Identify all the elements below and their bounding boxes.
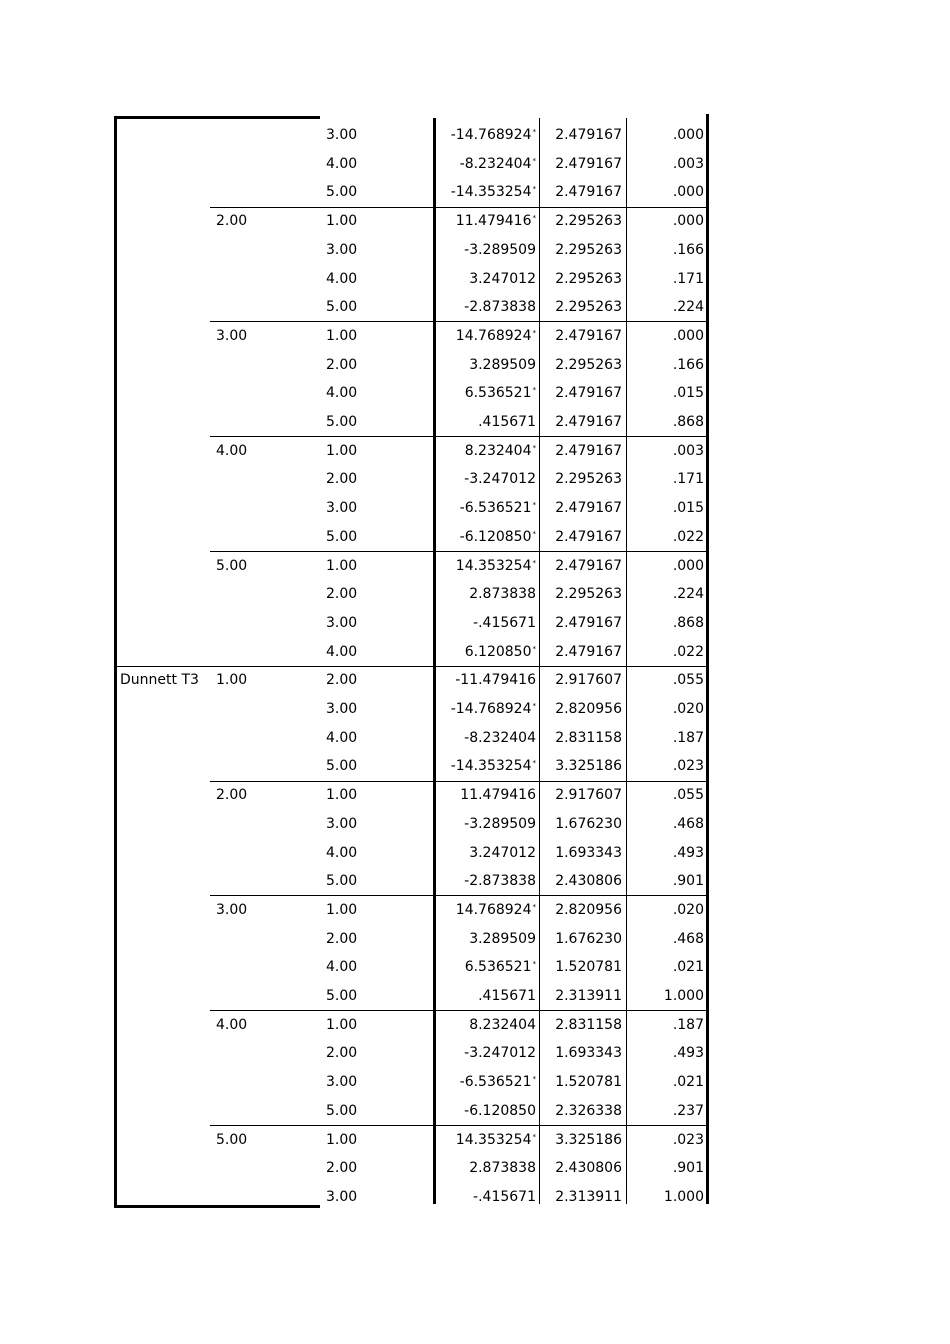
significance-marker: * — [532, 501, 536, 509]
table-bottom-border — [114, 1205, 320, 1208]
group-i-label: 2.00 — [216, 213, 248, 229]
value-row-separator — [435, 781, 708, 782]
block-separator — [210, 207, 435, 208]
group-j-cell: 3.00 — [326, 500, 358, 516]
value-row-separator — [435, 551, 708, 552]
std-error-cell: 2.295263 — [555, 357, 622, 373]
block-separator — [210, 321, 435, 322]
significance-marker: * — [532, 214, 536, 222]
std-error-cell: 3.325186 — [555, 1132, 622, 1148]
mean-difference-cell: 6.536521* — [464, 385, 536, 401]
mean-difference-cell: -6.120850 — [464, 1103, 536, 1119]
value-row-separator — [435, 895, 708, 896]
sig-cell: .000 — [672, 184, 704, 200]
mean-difference-cell: -14.768924* — [450, 127, 536, 143]
mean-difference-cell: 3.289509 — [469, 931, 536, 947]
mean-difference-cell: -14.768924* — [450, 701, 536, 717]
std-error-cell: 2.295263 — [555, 299, 622, 315]
sig-cell: .003 — [672, 156, 704, 172]
group-j-cell: 1.00 — [326, 1132, 358, 1148]
sig-cell: .901 — [672, 873, 704, 889]
std-error-cell: 1.693343 — [555, 1045, 622, 1061]
mean-difference-cell: -3.289509 — [464, 242, 536, 258]
significance-marker: * — [532, 645, 536, 653]
sig-cell: .468 — [672, 816, 704, 832]
std-error-cell: 2.479167 — [555, 615, 622, 631]
group-j-cell: 1.00 — [326, 213, 358, 229]
mean-difference-cell: -14.353254* — [450, 758, 536, 774]
sig-cell: 1.000 — [663, 988, 704, 1004]
std-error-cell: 2.430806 — [555, 1160, 622, 1176]
sig-cell: .000 — [672, 558, 704, 574]
group-i-label: 3.00 — [216, 328, 248, 344]
sig-cell: .187 — [672, 730, 704, 746]
sig-cell: .166 — [672, 242, 704, 258]
mean-difference-cell: -3.247012 — [464, 1045, 536, 1061]
sig-cell: .000 — [672, 328, 704, 344]
mean-difference-cell: .415671 — [478, 414, 536, 430]
std-error-cell: 2.479167 — [555, 529, 622, 545]
sig-cell: .868 — [672, 615, 704, 631]
group-j-cell: 1.00 — [326, 328, 358, 344]
std-error-cell: 2.479167 — [555, 644, 622, 660]
significance-marker: * — [532, 702, 536, 710]
significance-marker: * — [532, 1133, 536, 1141]
group-j-cell: 2.00 — [326, 672, 358, 688]
group-j-cell: 4.00 — [326, 156, 358, 172]
mean-difference-cell: -14.353254* — [450, 184, 536, 200]
group-j-cell: 1.00 — [326, 1017, 358, 1033]
std-error-cell: 2.479167 — [555, 385, 622, 401]
std-error-cell: 2.479167 — [555, 414, 622, 430]
block-separator — [210, 1010, 435, 1011]
mean-difference-cell: -6.536521* — [459, 1074, 536, 1090]
std-error-cell: 2.479167 — [555, 558, 622, 574]
mean-difference-cell: 14.353254* — [455, 1132, 536, 1148]
mean-difference-cell: 14.353254* — [455, 558, 536, 574]
mean-difference-cell: 14.768924* — [455, 328, 536, 344]
mean-difference-cell: -6.536521* — [459, 500, 536, 516]
group-j-cell: 3.00 — [326, 701, 358, 717]
group-j-cell: 2.00 — [326, 471, 358, 487]
sig-cell: .015 — [672, 500, 704, 516]
group-j-cell: 5.00 — [326, 299, 358, 315]
mean-difference-cell: -2.873838 — [464, 299, 536, 315]
group-j-cell: 5.00 — [326, 873, 358, 889]
std-error-cell: 2.831158 — [555, 730, 622, 746]
sig-cell: .020 — [672, 701, 704, 717]
value-row-separator — [435, 436, 708, 437]
table-right-border — [706, 114, 709, 1204]
std-error-cell: 1.520781 — [555, 1074, 622, 1090]
table-left-border — [114, 116, 117, 1208]
significance-marker: * — [532, 444, 536, 452]
mean-difference-cell: -3.289509 — [464, 816, 536, 832]
sig-cell: .224 — [672, 299, 704, 315]
sig-cell: .187 — [672, 1017, 704, 1033]
value-row-separator — [435, 1010, 708, 1011]
group-j-cell: 2.00 — [326, 1160, 358, 1176]
sig-cell: .020 — [672, 902, 704, 918]
sig-cell: .021 — [672, 1074, 704, 1090]
group-j-cell: 1.00 — [326, 902, 358, 918]
mean-difference-cell: 3.247012 — [469, 271, 536, 287]
group-i-label: 4.00 — [216, 443, 248, 459]
sig-cell: .468 — [672, 931, 704, 947]
mean-difference-cell: -.415671 — [473, 615, 536, 631]
group-j-cell: 2.00 — [326, 357, 358, 373]
group-j-cell: 4.00 — [326, 730, 358, 746]
mean-difference-cell: -2.873838 — [464, 873, 536, 889]
mean-difference-cell: 3.247012 — [469, 845, 536, 861]
mean-difference-cell: -8.232404* — [459, 156, 536, 172]
block-separator — [210, 436, 435, 437]
group-j-cell: 2.00 — [326, 931, 358, 947]
significance-marker: * — [532, 185, 536, 193]
significance-marker: * — [532, 157, 536, 165]
std-error-cell: 2.295263 — [555, 213, 622, 229]
std-error-cell: 2.295263 — [555, 271, 622, 287]
mean-difference-cell: 2.873838 — [469, 586, 536, 602]
std-error-cell: 1.693343 — [555, 845, 622, 861]
group-j-cell: 4.00 — [326, 845, 358, 861]
group-j-cell: 5.00 — [326, 988, 358, 1004]
std-error-cell: 2.479167 — [555, 443, 622, 459]
mean-difference-cell: -11.479416 — [455, 672, 536, 688]
significance-marker: * — [532, 1075, 536, 1083]
mean-difference-cell: .415671 — [478, 988, 536, 1004]
group-j-cell: 4.00 — [326, 959, 358, 975]
table-top-border — [114, 116, 320, 119]
group-j-cell: 1.00 — [326, 558, 358, 574]
std-error-cell: 2.479167 — [555, 156, 622, 172]
significance-marker: * — [532, 128, 536, 136]
group-j-cell: 3.00 — [326, 127, 358, 143]
sig-cell: .171 — [672, 471, 704, 487]
group-j-cell: 4.00 — [326, 385, 358, 401]
sig-cell: .901 — [672, 1160, 704, 1176]
std-error-cell: 2.479167 — [555, 184, 622, 200]
sig-cell: .000 — [672, 127, 704, 143]
std-error-cell: 2.820956 — [555, 701, 622, 717]
group-j-cell: 5.00 — [326, 1103, 358, 1119]
mean-difference-cell: 14.768924* — [455, 902, 536, 918]
mean-difference-cell: 8.232404 — [469, 1017, 536, 1033]
sig-cell: .003 — [672, 443, 704, 459]
group-j-cell: 4.00 — [326, 271, 358, 287]
std-error-cell: 1.520781 — [555, 959, 622, 975]
sig-cell: .023 — [672, 1132, 704, 1148]
value-row-separator — [435, 207, 708, 208]
group-j-cell: 5.00 — [326, 414, 358, 430]
group-j-cell: 3.00 — [326, 242, 358, 258]
std-error-cell: 2.295263 — [555, 471, 622, 487]
group-i-label: 1.00 — [216, 672, 248, 688]
mean-difference-cell: 6.536521* — [464, 959, 536, 975]
significance-marker: * — [532, 530, 536, 538]
sig-cell: .055 — [672, 787, 704, 803]
group-j-cell: 5.00 — [326, 184, 358, 200]
value-row-separator — [435, 1125, 708, 1126]
group-j-cell: 1.00 — [326, 787, 358, 803]
group-i-label: 4.00 — [216, 1017, 248, 1033]
group-j-cell: 2.00 — [326, 586, 358, 602]
std-error-cell: 2.831158 — [555, 1017, 622, 1033]
group-j-cell: 4.00 — [326, 644, 358, 660]
sig-cell: .023 — [672, 758, 704, 774]
sig-cell: .022 — [672, 529, 704, 545]
std-error-cell: 1.676230 — [555, 931, 622, 947]
block-separator — [210, 781, 435, 782]
sig-cell: .166 — [672, 357, 704, 373]
sig-cell: .868 — [672, 414, 704, 430]
std-error-cell: 3.325186 — [555, 758, 622, 774]
significance-marker: * — [532, 903, 536, 911]
group-j-cell: 1.00 — [326, 443, 358, 459]
mean-difference-cell: -6.120850* — [459, 529, 536, 545]
significance-marker: * — [532, 329, 536, 337]
sig-cell: .021 — [672, 959, 704, 975]
mean-difference-cell: 11.479416 — [460, 787, 536, 803]
value-row-separator — [435, 321, 708, 322]
significance-marker: * — [532, 559, 536, 567]
sig-cell: .055 — [672, 672, 704, 688]
sig-cell: .171 — [672, 271, 704, 287]
std-error-cell: 2.295263 — [555, 586, 622, 602]
group-i-label: 3.00 — [216, 902, 248, 918]
mean-difference-cell: -8.232404 — [464, 730, 536, 746]
group-j-cell: 3.00 — [326, 1189, 358, 1205]
sig-cell: .237 — [672, 1103, 704, 1119]
significance-marker: * — [532, 759, 536, 767]
mean-difference-cell: -3.247012 — [464, 471, 536, 487]
group-separator — [114, 666, 435, 667]
mean-difference-cell: 3.289509 — [469, 357, 536, 373]
group-j-cell: 3.00 — [326, 615, 358, 631]
std-error-cell: 2.479167 — [555, 328, 622, 344]
std-error-cell: 2.313911 — [555, 1189, 622, 1205]
sig-cell: 1.000 — [663, 1189, 704, 1205]
group-i-label: 5.00 — [216, 1132, 248, 1148]
significance-marker: * — [532, 960, 536, 968]
std-error-cell: 2.820956 — [555, 902, 622, 918]
sig-cell: .015 — [672, 385, 704, 401]
std-error-left-border — [539, 118, 540, 1204]
group-i-label: 5.00 — [216, 558, 248, 574]
std-error-cell: 2.479167 — [555, 500, 622, 516]
group-j-cell: 3.00 — [326, 816, 358, 832]
std-error-cell: 2.917607 — [555, 787, 622, 803]
block-separator — [210, 1125, 435, 1126]
group-j-cell: 2.00 — [326, 1045, 358, 1061]
group-i-label: 2.00 — [216, 787, 248, 803]
sig-left-border — [626, 118, 627, 1204]
std-error-cell: 2.326338 — [555, 1103, 622, 1119]
group-j-cell: 3.00 — [326, 1074, 358, 1090]
std-error-cell: 2.313911 — [555, 988, 622, 1004]
sig-cell: .224 — [672, 586, 704, 602]
block-separator — [210, 551, 435, 552]
sig-cell: .493 — [672, 845, 704, 861]
mean-difference-cell: -.415671 — [473, 1189, 536, 1205]
std-error-cell: 2.917607 — [555, 672, 622, 688]
block-separator — [210, 895, 435, 896]
std-error-cell: 2.295263 — [555, 242, 622, 258]
std-error-cell: 1.676230 — [555, 816, 622, 832]
significance-marker: * — [532, 386, 536, 394]
test-label: Dunnett T3 — [120, 672, 199, 688]
mean-difference-cell: 2.873838 — [469, 1160, 536, 1176]
sig-cell: .493 — [672, 1045, 704, 1061]
mean-difference-cell: 6.120850* — [464, 644, 536, 660]
mean-diff-left-border — [433, 118, 436, 1204]
std-error-cell: 2.479167 — [555, 127, 622, 143]
std-error-cell: 2.430806 — [555, 873, 622, 889]
mean-difference-cell: 11.479416* — [455, 213, 536, 229]
sig-cell: .000 — [672, 213, 704, 229]
mean-difference-cell: 8.232404* — [464, 443, 536, 459]
group-j-cell: 5.00 — [326, 529, 358, 545]
value-row-separator — [435, 666, 708, 667]
sig-cell: .022 — [672, 644, 704, 660]
group-j-cell: 5.00 — [326, 758, 358, 774]
